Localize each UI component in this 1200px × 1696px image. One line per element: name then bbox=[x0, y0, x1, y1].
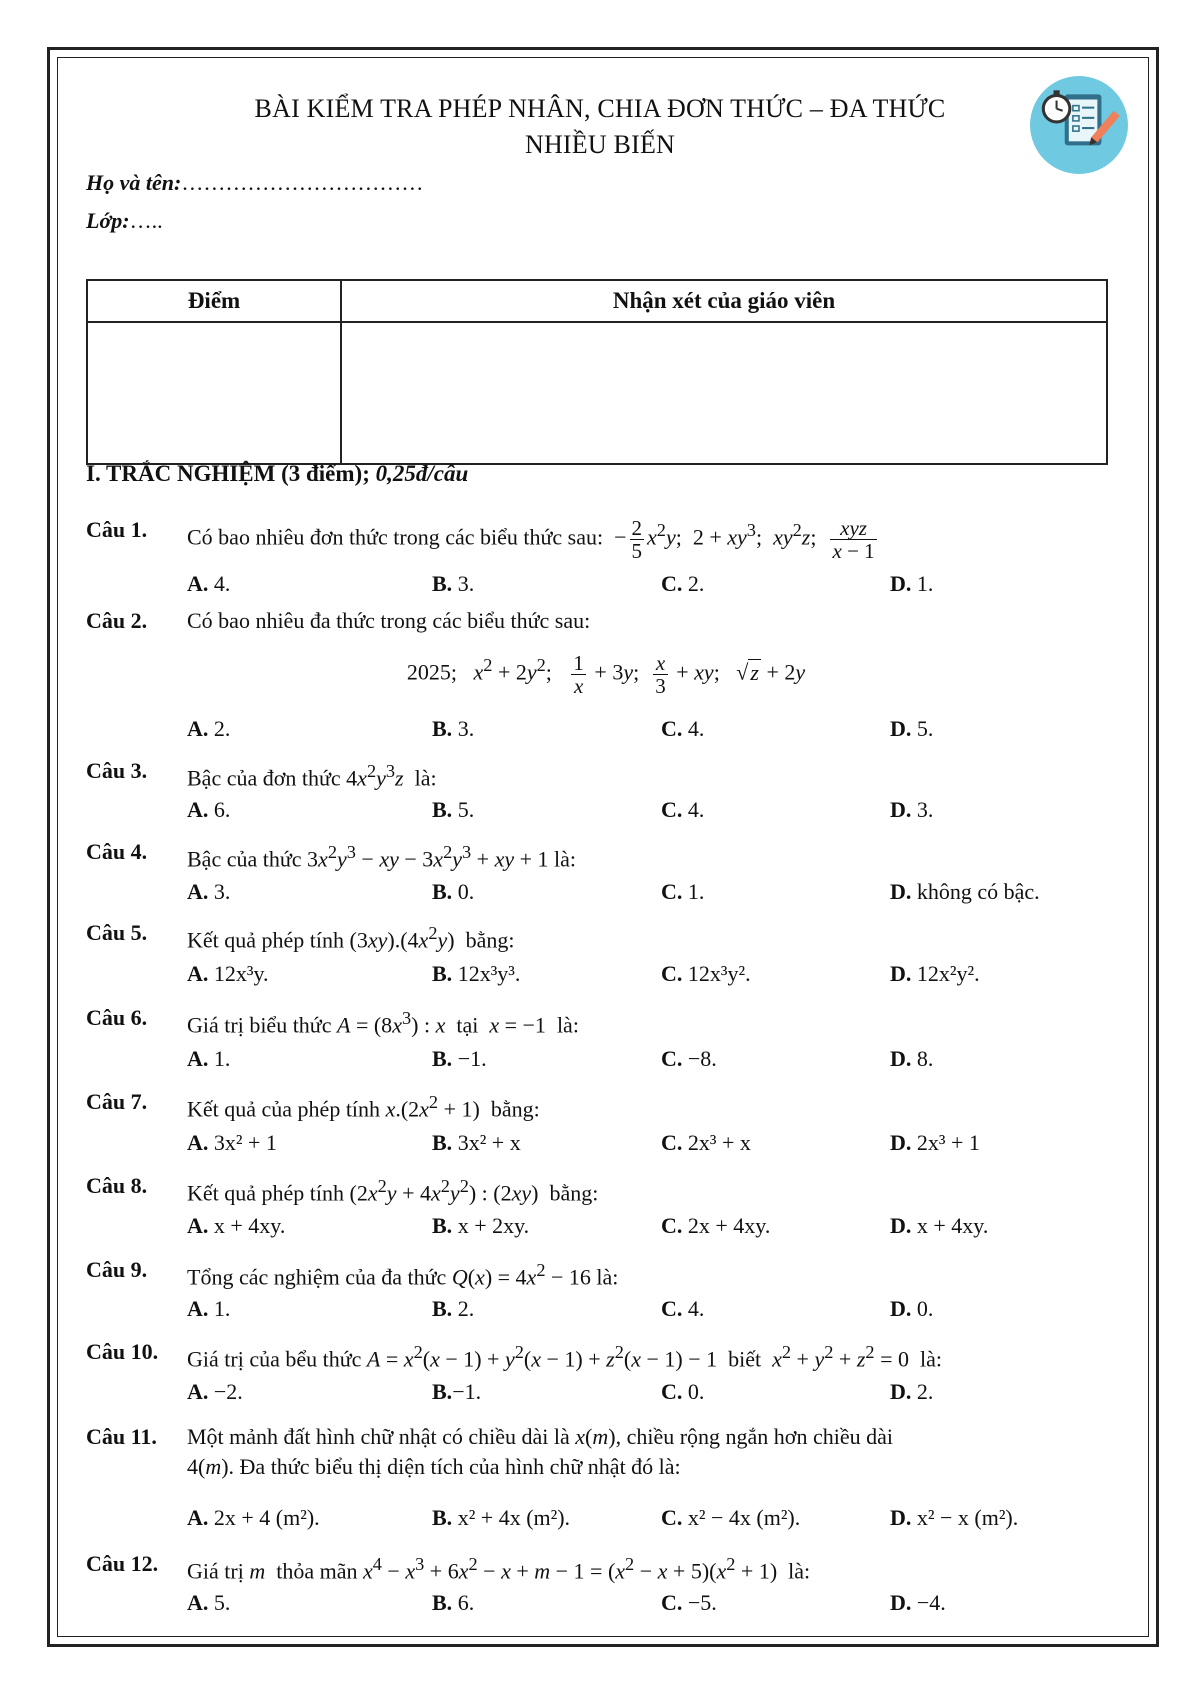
student-name-field[interactable] bbox=[86, 170, 423, 196]
question-text: Bậc của thức bbox=[187, 846, 302, 872]
class-field[interactable] bbox=[86, 208, 163, 234]
option-c[interactable]: C. 2. bbox=[661, 571, 705, 596]
option-c[interactable]: C. −8. bbox=[661, 1046, 717, 1071]
option-d[interactable]: D. 8. bbox=[890, 1046, 934, 1071]
question-text-mid: , chiều rộng ngắn hơn chiều dài bbox=[615, 1424, 893, 1449]
question-8-options bbox=[187, 1213, 1147, 1243]
question-text: Kết quả phép tính bbox=[187, 927, 345, 953]
question-text-after: là: bbox=[556, 1012, 579, 1038]
question-text-after: là: bbox=[596, 1264, 619, 1290]
question-text: Một mảnh đất hình chữ nhật có chiều dài là bbox=[187, 1424, 570, 1449]
option-b[interactable]: B. x² + 4x (m²). bbox=[432, 1505, 571, 1530]
option-d[interactable]: D. 0. bbox=[890, 1296, 934, 1321]
question-text: Kết quả của phép tính bbox=[187, 1096, 381, 1122]
question-10-options bbox=[187, 1379, 1147, 1409]
question-text: Có bao nhiêu đơn thức trong các biểu thức sau: bbox=[187, 524, 604, 550]
question-number: Câu 3. bbox=[86, 758, 148, 783]
section-note: 0,25đ/câu bbox=[375, 461, 469, 486]
question-number: Câu 2. bbox=[86, 608, 148, 633]
score-cell[interactable] bbox=[87, 322, 341, 464]
name-dots: …………………………… bbox=[181, 170, 424, 195]
option-d[interactable]: D. 2x³ + 1 bbox=[890, 1130, 980, 1155]
option-a[interactable]: A. 4. bbox=[187, 571, 231, 596]
question-text: Có bao nhiêu đa thức trong các biểu thức sau: bbox=[187, 608, 591, 633]
question-text-mid: biết bbox=[728, 1346, 762, 1372]
option-c[interactable]: C. 1. bbox=[661, 879, 705, 904]
question-7-options bbox=[187, 1130, 1147, 1160]
option-b[interactable]: B. 12x³y³. bbox=[432, 961, 521, 986]
question-number: Câu 5. bbox=[86, 920, 148, 945]
question-text-after: bằng: bbox=[465, 927, 515, 953]
name-label: Họ và tên: bbox=[86, 170, 182, 195]
option-a[interactable]: A. 12x³y. bbox=[187, 961, 269, 986]
option-c[interactable]: C. 12x³y². bbox=[661, 961, 751, 986]
option-a[interactable]: A. 3. bbox=[187, 879, 231, 904]
option-c[interactable]: C. −5. bbox=[661, 1590, 717, 1615]
option-b[interactable]: B. x + 2xy. bbox=[432, 1213, 530, 1238]
class-label: Lớp: bbox=[86, 208, 130, 233]
option-a[interactable]: A. 1. bbox=[187, 1296, 231, 1321]
page-title-line2: NHIỀU BIẾN bbox=[524, 130, 676, 159]
option-c[interactable]: C. x² − 4x (m²). bbox=[661, 1505, 801, 1530]
option-b[interactable]: B. 3. bbox=[432, 716, 475, 741]
option-a[interactable]: A. −2. bbox=[187, 1379, 243, 1404]
question-number: Câu 1. bbox=[86, 517, 148, 542]
question-2-options bbox=[187, 716, 1147, 746]
question-number: Câu 10. bbox=[86, 1339, 159, 1364]
stopwatch-checklist-icon bbox=[1028, 74, 1130, 176]
question-number: Câu 6. bbox=[86, 1005, 148, 1030]
score-header: Điểm bbox=[87, 280, 341, 322]
question-number: Câu 11. bbox=[86, 1424, 157, 1449]
question-number: Câu 9. bbox=[86, 1257, 148, 1282]
option-a[interactable]: A. 5. bbox=[187, 1590, 231, 1615]
score-table bbox=[86, 279, 1108, 465]
option-d[interactable]: D. −4. bbox=[890, 1590, 946, 1615]
question-11: Câu 11. Một mảnh đất hình chữ nhật có chiều dài là x(m), chiều rộng ngắn hơn chiều dài 4(m). Đa thức biểu thị diện tích của hình chữ nhật đó là: bbox=[86, 1424, 893, 1479]
question-text: Giá trị của bểu thức bbox=[187, 1346, 362, 1372]
question-5-options bbox=[187, 961, 1147, 991]
question-number: Câu 4. bbox=[86, 839, 148, 864]
option-c[interactable]: C. 2x³ + x bbox=[661, 1130, 751, 1155]
class-dots: ….. bbox=[129, 208, 163, 233]
question-text-mid: tại bbox=[456, 1012, 479, 1038]
question-6-options bbox=[187, 1046, 1147, 1076]
question-text-after: là: bbox=[554, 846, 577, 872]
option-a[interactable]: A. x + 4xy. bbox=[187, 1213, 286, 1238]
option-d[interactable]: D. 3. bbox=[890, 797, 934, 822]
comment-header: Nhận xét của giáo viên bbox=[341, 280, 1107, 322]
question-text-after: là: bbox=[414, 765, 437, 791]
question-text: Giá trị bbox=[187, 1558, 244, 1584]
question-11-options bbox=[187, 1505, 1147, 1535]
question-text-after: bằng: bbox=[490, 1096, 540, 1122]
option-a[interactable]: A. 6. bbox=[187, 797, 231, 822]
option-b[interactable]: B. 5. bbox=[432, 797, 475, 822]
question-1: Câu 1. Có bao nhiêu đơn thức trong các biểu thức sau: − $\frac{2}{5}$ $x^2y$; $2 + xy^3$; $xy^2z$; $\frac{\text{xyz}}{x - 1}$ bbox=[86, 515, 875, 563]
question-3-options bbox=[187, 797, 1147, 827]
question-text: Tổng các nghiệm của đa thức bbox=[187, 1264, 447, 1290]
question-9-options bbox=[187, 1296, 1147, 1326]
option-b[interactable]: B. 3x² + x bbox=[432, 1130, 521, 1155]
question-4-options bbox=[187, 879, 1147, 909]
question-text-after: là: bbox=[788, 1558, 811, 1584]
page-title-line1: BÀI KIỂM TRA PHÉP NHÂN, CHIA ĐƠN THỨC – ĐA THỨC bbox=[254, 94, 946, 123]
section-heading bbox=[86, 461, 468, 487]
option-b[interactable]: B. 0. bbox=[432, 879, 475, 904]
option-c[interactable]: C. 4. bbox=[661, 1296, 705, 1321]
question-number: Câu 7. bbox=[86, 1089, 148, 1114]
question-2-expressions: 2025; $x^2 + 2y^2$; $\frac{1}{x}$ + 3y; $\frac{x}{3}$ + xy; √z + 2y bbox=[406, 651, 806, 698]
option-b[interactable]: B. 3. bbox=[432, 571, 475, 596]
option-b[interactable]: B. 2. bbox=[432, 1296, 475, 1321]
option-c[interactable]: C. 4. bbox=[661, 716, 705, 741]
option-c[interactable]: C. 0. bbox=[661, 1379, 705, 1404]
option-d[interactable]: D. 1. bbox=[890, 571, 934, 596]
option-b[interactable]: B. −1. bbox=[432, 1046, 487, 1071]
question-text: Kết quả phép tính bbox=[187, 1180, 345, 1206]
question-text-mid: thỏa mãn bbox=[276, 1558, 358, 1584]
question-text: Giá trị biểu thức bbox=[187, 1012, 332, 1038]
option-c[interactable]: C. 4. bbox=[661, 797, 705, 822]
question-number: Câu 8. bbox=[86, 1173, 148, 1198]
option-d[interactable]: D. x² − x (m²). bbox=[890, 1505, 1019, 1530]
option-a[interactable]: A. 3x² + 1 bbox=[187, 1130, 277, 1155]
section-title: I. TRẮC NGHIỆM (3 điểm); bbox=[86, 461, 370, 486]
question-12-options bbox=[187, 1590, 1147, 1620]
question-text-line2: . Đa thức biểu thị diện tích của hình chữ nhật đó là: bbox=[228, 1454, 681, 1479]
option-a[interactable]: A. 2. bbox=[187, 716, 231, 741]
option-d[interactable]: D. x + 4xy. bbox=[890, 1213, 989, 1238]
option-b[interactable]: B.−1. bbox=[432, 1379, 482, 1404]
option-a[interactable]: A. 2x + 4 (m²). bbox=[187, 1505, 320, 1530]
comment-cell[interactable] bbox=[341, 322, 1107, 464]
option-d[interactable]: D. không có bậc. bbox=[890, 879, 1040, 904]
option-d[interactable]: D. 5. bbox=[890, 716, 934, 741]
option-d[interactable]: D. 12x²y². bbox=[890, 961, 980, 986]
option-b[interactable]: B. 6. bbox=[432, 1590, 475, 1615]
question-text: Bậc của đơn thức bbox=[187, 765, 341, 791]
question-1-options bbox=[187, 571, 1147, 601]
question-text-after: là: bbox=[919, 1346, 942, 1372]
option-c[interactable]: C. 2x + 4xy. bbox=[661, 1213, 771, 1238]
question-text-after: bằng: bbox=[549, 1180, 599, 1206]
option-a[interactable]: A. 1. bbox=[187, 1046, 231, 1071]
option-d[interactable]: D. 2. bbox=[890, 1379, 934, 1404]
question-number: Câu 12. bbox=[86, 1551, 159, 1576]
